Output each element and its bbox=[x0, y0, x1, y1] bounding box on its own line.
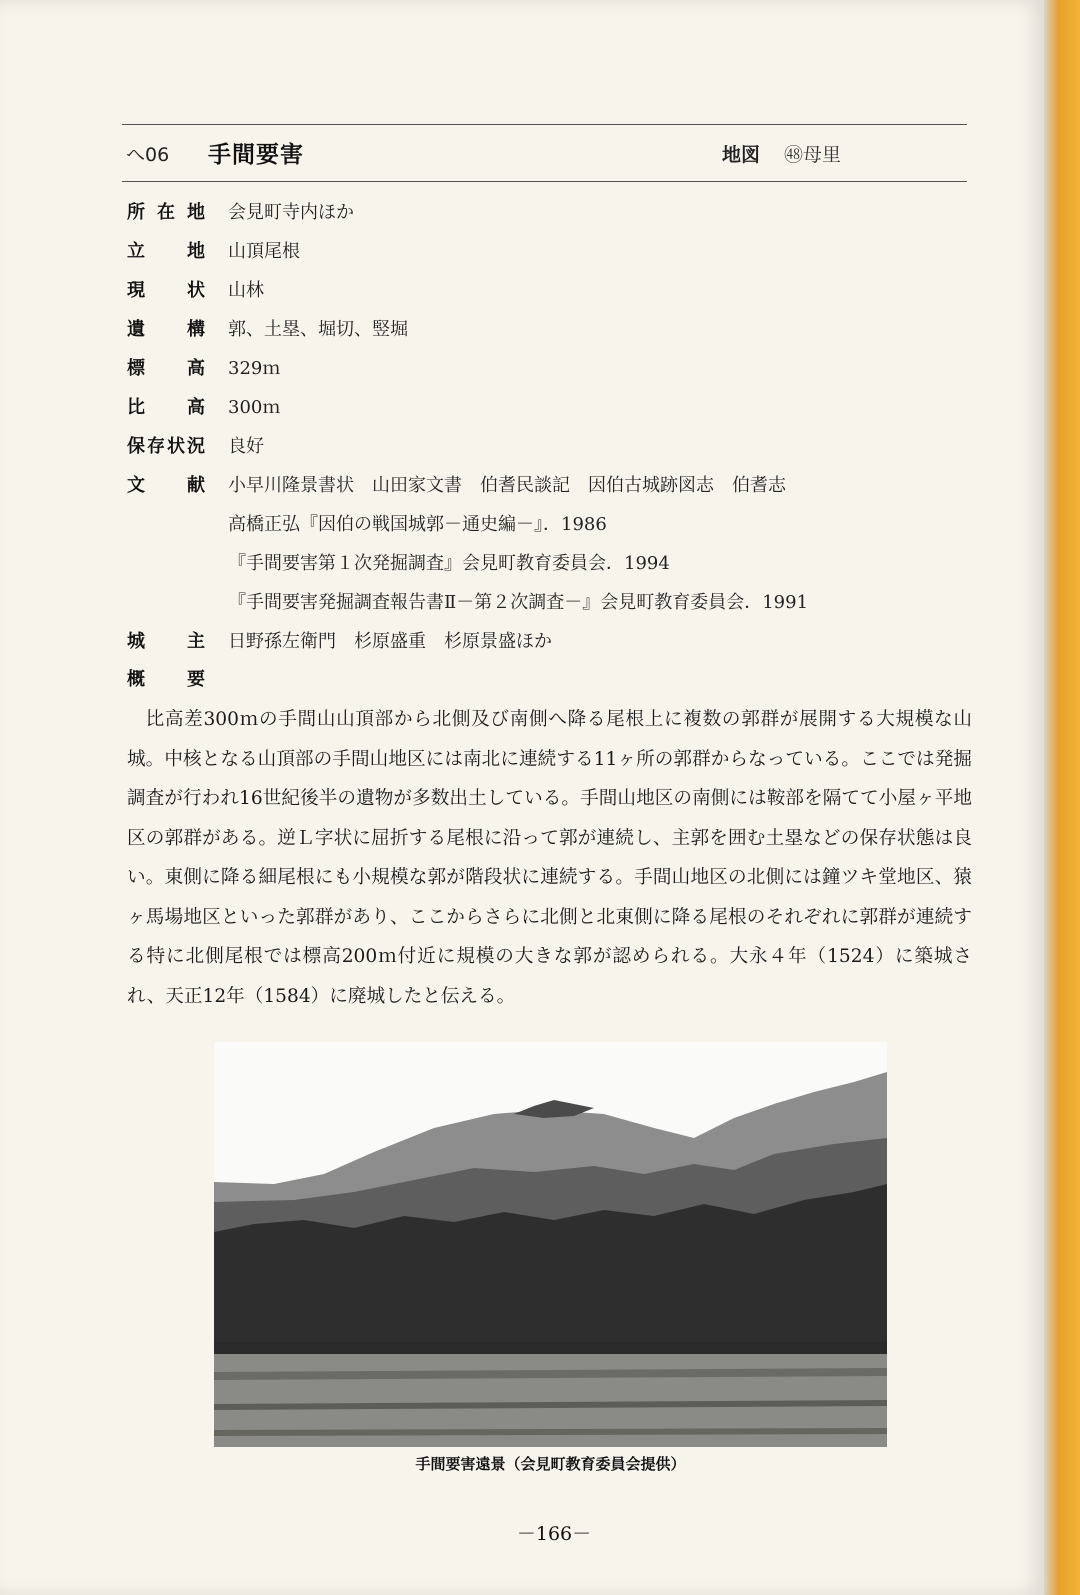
map-label: 地図 bbox=[722, 144, 761, 166]
page-edge bbox=[1044, 0, 1080, 1595]
field-label: 文献 bbox=[127, 475, 205, 496]
field-label: 遺構 bbox=[127, 319, 205, 340]
field-value: 郭、土塁、堀切、竪堀 bbox=[228, 319, 408, 340]
field-value: 山林 bbox=[228, 280, 264, 301]
field-value: 329ｍ bbox=[228, 358, 281, 379]
site-title: 手間要害 bbox=[208, 142, 304, 168]
field-value: 小早川隆景書状 山田家文書 伯耆民談記 因伯古城跡図志 伯耆志 bbox=[228, 475, 786, 496]
reference-line: 『手間要害第１次発掘調査』会見町教育委員会．1994 bbox=[228, 553, 670, 574]
photo-caption: 手間要害遠景（会見町教育委員会提供） bbox=[415, 1455, 686, 1473]
page-number: －166－ bbox=[516, 1523, 592, 1545]
field-label: 城主 bbox=[127, 631, 205, 652]
field-label: 現状 bbox=[127, 280, 205, 301]
field-value: 山頂尾根 bbox=[228, 241, 300, 262]
field-value: 良好 bbox=[228, 436, 264, 457]
map-value: ㊽母里 bbox=[784, 144, 842, 166]
field-label: 比高 bbox=[127, 397, 205, 418]
field-value: 300ｍ bbox=[228, 397, 281, 418]
site-code: へ06 bbox=[126, 144, 170, 166]
summary-text: 比高差300ｍの手間山山頂部から北側及び南側へ降る尾根上に複数の郭群が展開する大規模な山城。中核となる山頂部の手間山地区には南北に連続する11ヶ所の郭群からなっている。ここでは発掘調査が行われ16世紀後半の遺物が多数出土している。手間山地区の南側には鞍部を隔てて小屋ヶ平地区の郭群がある。逆Ｌ字状に屈折する尾根に沿って郭が連続し、主郭を囲む土塁などの保存状態は良い。東側に降る細尾根にも小規模な郭が階段状に連続する。手間山地区の北側には鐘ツキ堂地区、猿ヶ馬場地区といった郭群があり、ここからさらに北側と北東側に降る尾根のそれぞれに郭群が連続する特に北側尾根では標高200ｍ付近に規模の大きな郭が認められる。大永４年（1524）に築城され、天正12年（1584）に廃城したと伝える。 bbox=[127, 709, 972, 1007]
field-value: 日野孫左衛門 杉原盛重 杉原景盛ほか bbox=[228, 631, 552, 652]
reference-line: 高橋正弘『因伯の戦国城郭－通史編－』．1986 bbox=[228, 514, 607, 535]
field-value: 会見町寺内ほか bbox=[228, 202, 354, 223]
header-top-rule bbox=[122, 124, 967, 125]
field-label: 標高 bbox=[127, 358, 205, 379]
reference-line: 『手間要害発掘調査報告書Ⅱ－第２次調査－』会見町教育委員会．1991 bbox=[228, 592, 809, 613]
field-label: 保存状況 bbox=[127, 436, 205, 457]
field-label: 所在地 bbox=[127, 202, 205, 223]
header-bottom-rule bbox=[122, 181, 967, 182]
field-label: 立地 bbox=[127, 241, 205, 262]
field-label: 概要 bbox=[127, 669, 205, 690]
castle-landscape-photo bbox=[214, 1042, 887, 1447]
